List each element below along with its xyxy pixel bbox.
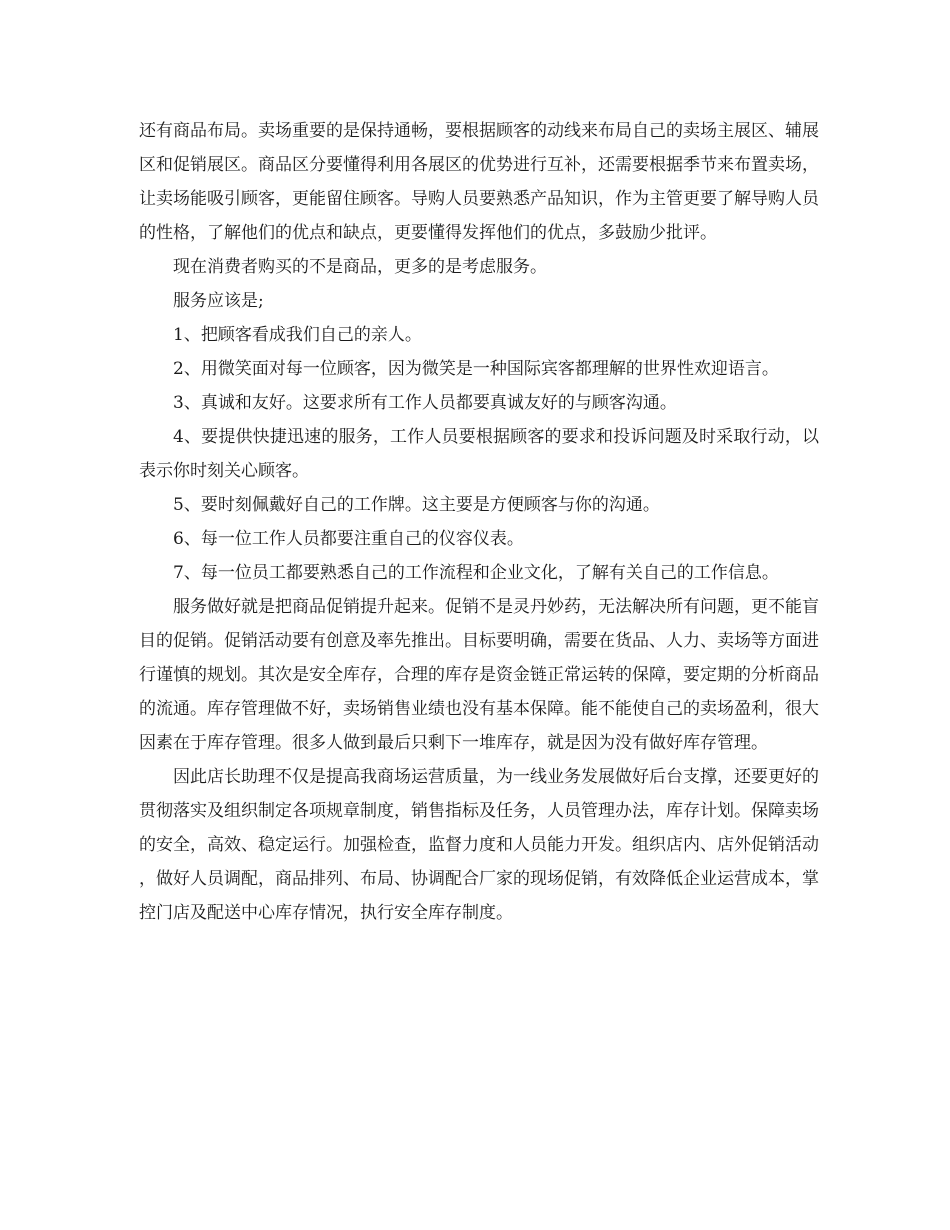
list-item-5: 5、要时刻佩戴好自己的工作牌。这主要是方便顾客与你的沟通。	[173, 495, 660, 515]
document-body	[139, 114, 819, 930]
list-item-7: 7、每一位员工都要熟悉自己的工作流程和企业文化，了解有关自己的工作信息。	[173, 563, 779, 583]
list-item-3: 3、真诚和友好。这要求所有工作人员都要真诚友好的与顾客沟通。	[173, 393, 677, 413]
list-item-1: 1、把顾客看成我们自己的亲人。	[173, 325, 422, 345]
list-item-6: 6、每一位工作人员都要注重自己的仪容仪表。	[173, 529, 524, 549]
paragraph-promotion-inventory: 服务做好就是把商品促销提升起来。促销不是灵丹妙药，无法解决所有问题，更不能盲目的促销。促销活动要有创意及率先推出。目标要明确，需要在货品、人力、卖场等方面进行谨慎的规划。其次是安全库存，合理的库存是资金链正常运转的保障，要定期的分析商品的流通。库存管理做不好，卖场销售业绩也没有基本保障。能不能使自己的卖场盈利，很大因素在于库存管理。很多人做到最后只剩下一堆库存，就是因为没有做好库存管理。	[139, 597, 819, 753]
paragraph-service-should-be: 服务应该是;	[173, 291, 264, 311]
list-item-4: 4、要提供快捷迅速的服务，工作人员要根据顾客的要求和投诉问题及时采取行动，以表示你时刻关心顾客。	[139, 427, 819, 481]
paragraph-consumer-service: 现在消费者购买的不是商品，更多的是考虑服务。	[173, 257, 547, 277]
paragraph-product-layout: 还有商品布局。卖场重要的是保持通畅，要根据顾客的动线来布局自己的卖场主展区、辅展区和促销展区。商品区分要懂得利用各展区的优势进行互补，还需要根据季节来布置卖场，让卖场能吸引顾客，更能留住顾客。导购人员要熟悉产品知识，作为主管更要了解导购人员的性格，了解他们的优点和缺点，更要懂得发挥他们的优点，多鼓励少批评。	[139, 121, 819, 243]
list-item-2: 2、用微笑面对每一位顾客，因为微笑是一种国际宾客都理解的世界性欢迎语言。	[173, 359, 779, 379]
paragraph-store-assistant-duties: 因此店长助理不仅是提高我商场运营质量，为一线业务发展做好后台支撑，还要更好的贯彻落实及组织制定各项规章制度，销售指标及任务，人员管理办法，库存计划。保障卖场的安全，高效、稳定运行。加强检查，监督力度和人员能力开发。组织店内、店外促销活动，做好人员调配，商品排列、布局、协调配合厂家的现场促销，有效降低企业运营成本，掌控门店及配送中心库存情况，执行安全库存制度。	[139, 767, 819, 923]
